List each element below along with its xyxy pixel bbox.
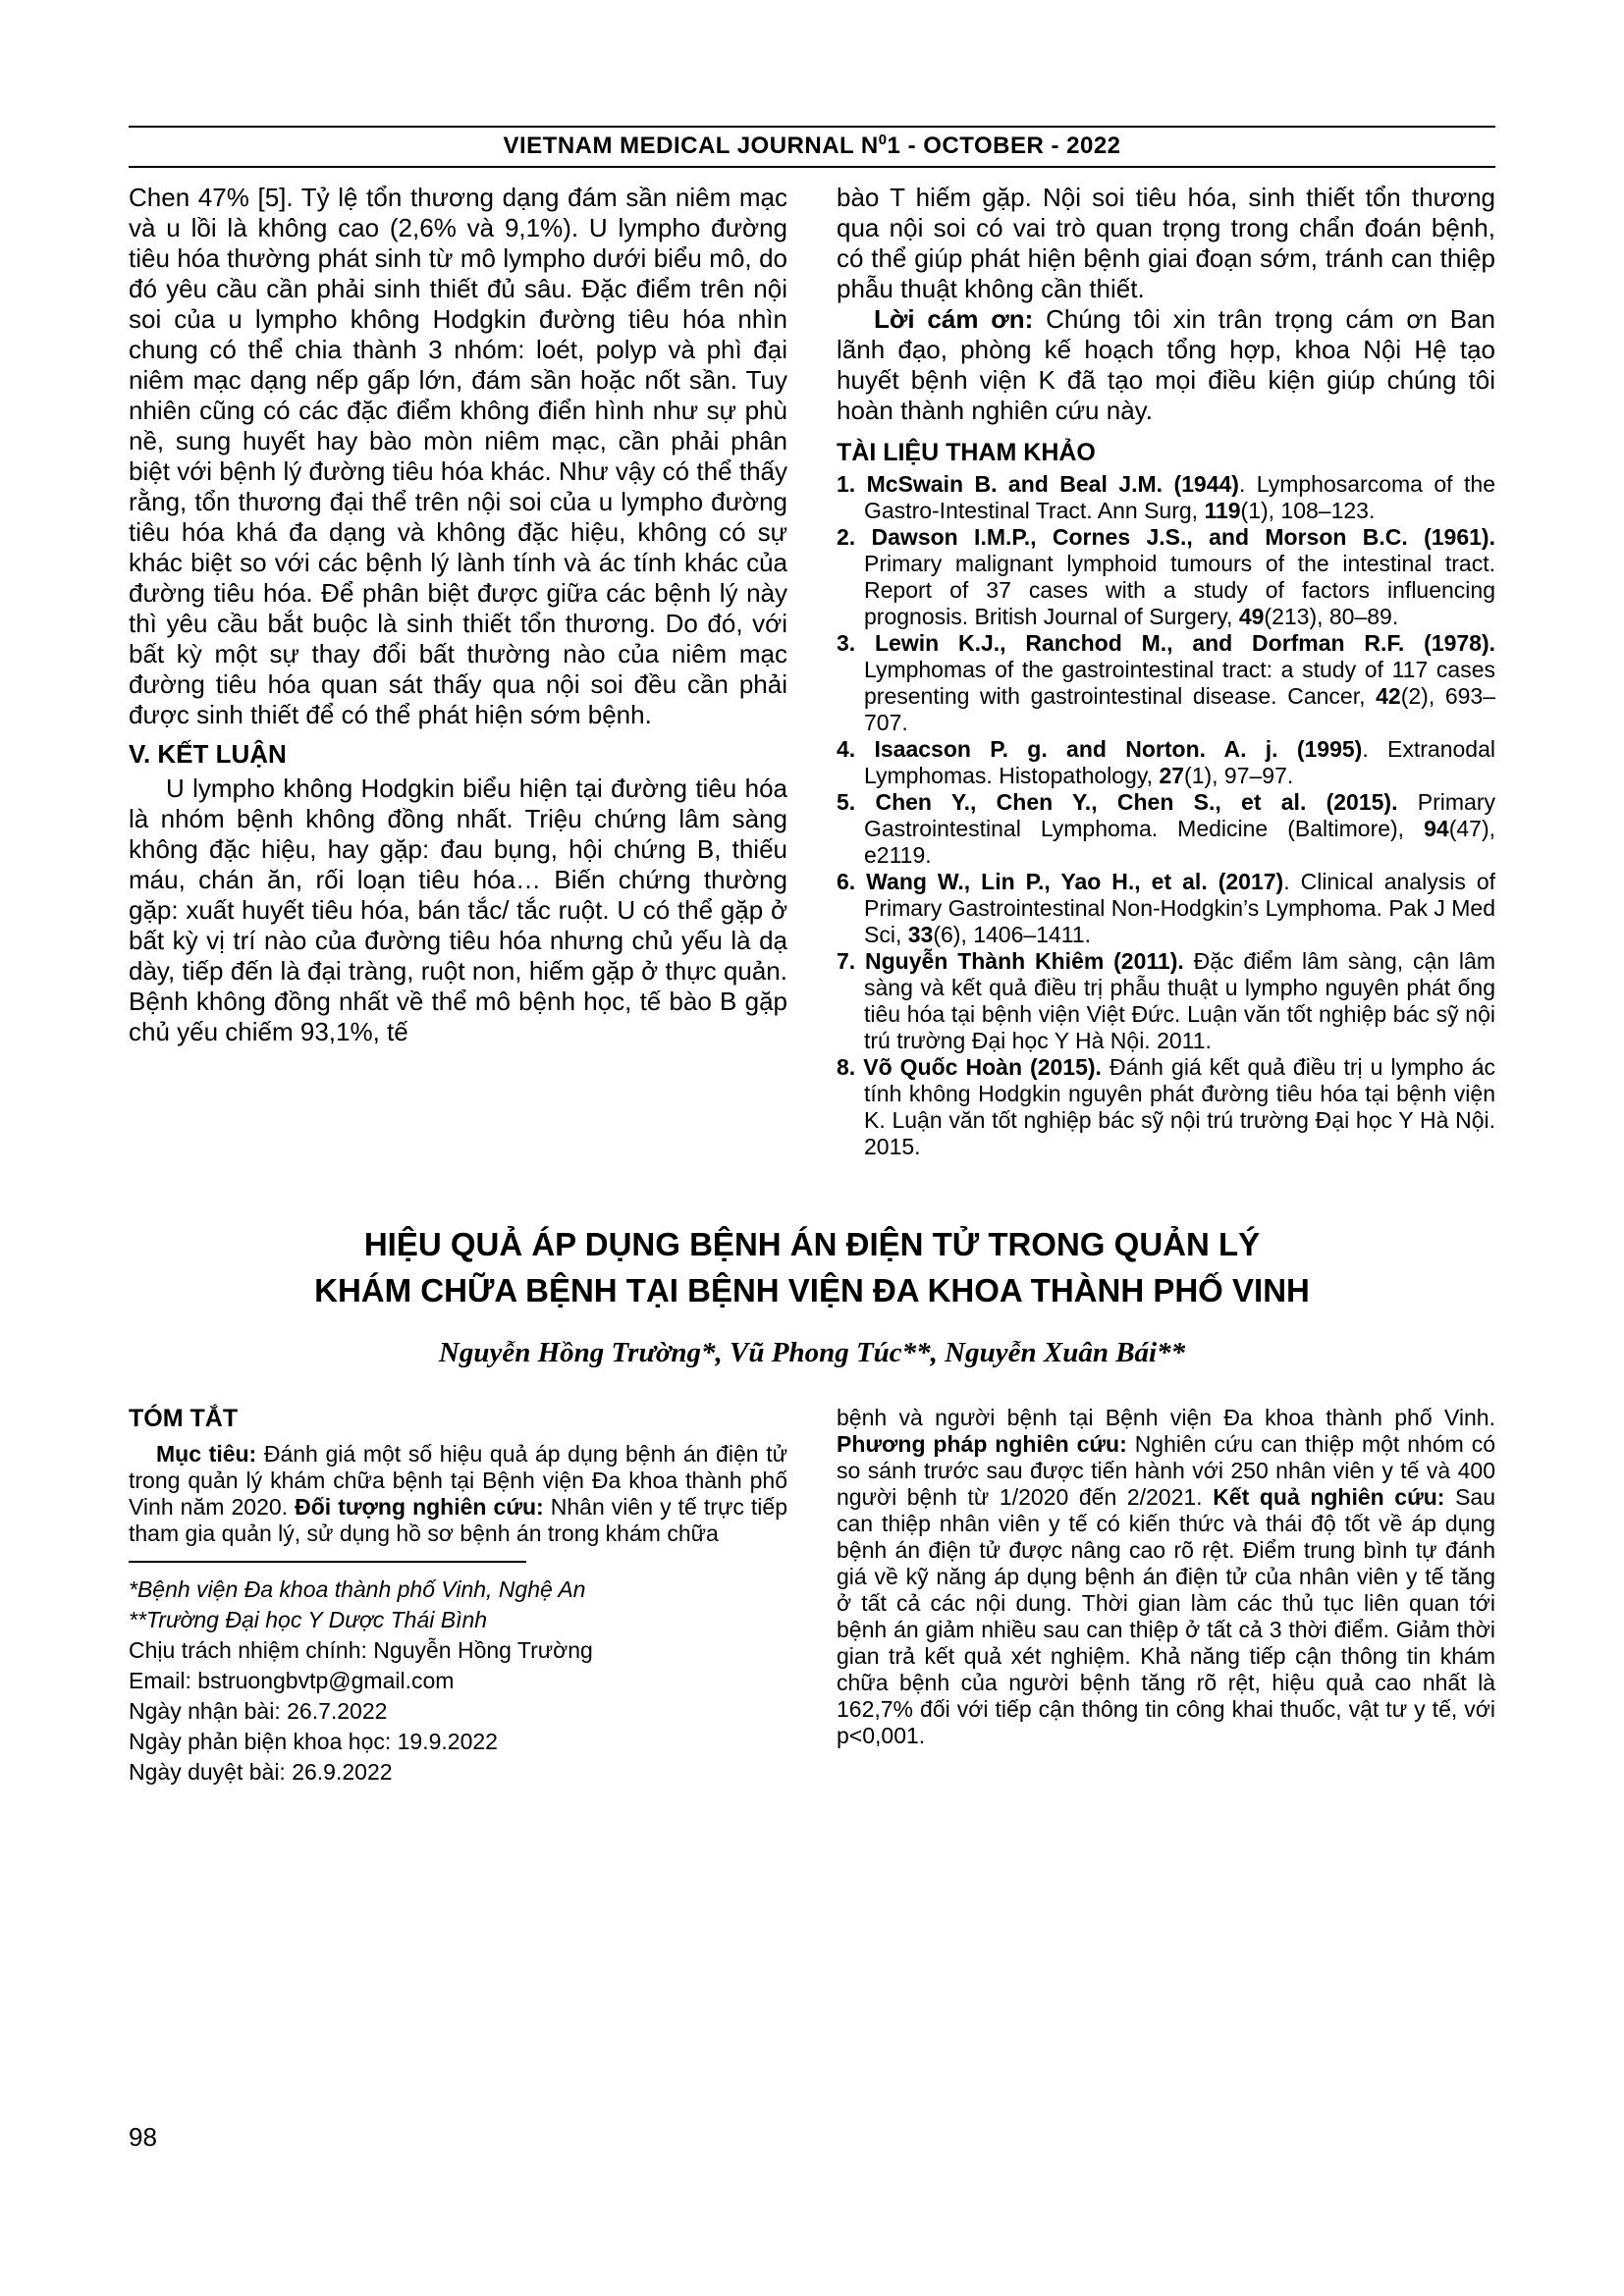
page-number: 98 xyxy=(129,2122,157,2152)
page-content xyxy=(129,0,1495,1788)
abstract-right-column xyxy=(837,1405,1495,1788)
abstract-heading: TÓM TẮT xyxy=(129,1405,239,1432)
reference-item: 7. Nguyễn Thành Khiêm (2011). Đặc điểm lâm sàng, cận lâm sàng và kết quả điều trị phẫu thuật u lympho nguyên phát ống tiêu hóa tại bệnh viện Việt Đức. Luận văn tốt nghiệp bác sỹ nội trú trường Đại học Y Hà Nội. 2011. xyxy=(837,948,1495,1053)
continuation-paragraph: bào T hiếm gặp. Nội soi tiêu hóa, sinh thiết tổn thương qua nội soi có vai trò quan trọng trong chẩn đoán bệnh, có thể giúp phát hiện bệnh giai đoạn sớm, tránh can thiệp phẫu thuật không cần thiết. xyxy=(837,183,1495,303)
abstract-right-paragraph: bệnh và người bệnh tại Bệnh viện Đa khoa thành phố Vinh. Phương pháp nghiên cứu: Nghiên cứu can thiệp một nhóm có so sánh trước sau được tiến hành với 250 nhân viên y tế và 400 người bệnh từ 1/2020 đến 2/2021. Kết quả nghiên cứu: Sau can thiệp nhân viên y tế có kiến thức và thái độ tốt về áp dụng bệnh án điện tử được nâng cao rõ rệt. Điểm trung bình tự đánh giá về kỹ năng áp dụng bệnh án điện tử của nhân viên y tế tăng ở tất cả các nội dung. Thời gian làm các thủ tục liên quan tới bệnh án giảm nhiều sau can thiệp ở tất cả 3 thời điểm. Giảm thời gian trả kết quả xét nghiệm. Khả năng tiếp cận thông tin khám chữa bệnh của người bệnh tăng rõ rệt, hiệu quả cao nhất là 162,7% đối với tiếp cận thông tin công khai thuốc, vật tư y tế, với p<0,001. xyxy=(837,1405,1495,1748)
footnote-block xyxy=(129,1561,787,1788)
accepted-date: Ngày duyệt bài: 26.9.2022 xyxy=(129,1759,393,1785)
article-authors: Nguyễn Hồng Trường*, Vũ Phong Túc**, Nguyễn Xuân Bái** xyxy=(438,1337,1186,1368)
article1-right-column xyxy=(837,183,1495,1160)
reference-item: 1. McSwain B. and Beal J.M. (1944). Lymphosarcoma of the Gastro-Intestinal Tract. Ann Surg, 119(1), 108–123. xyxy=(837,471,1495,523)
received-date: Ngày nhận bài: 26.7.2022 xyxy=(129,1698,388,1724)
abstract-section xyxy=(129,1405,1495,1788)
reference-item: 4. Isaacson P. g. and Norton. A. j. (1995). Extranodal Lymphomas. Histopathology, 27(1), 97–97. xyxy=(837,736,1495,788)
conclusion-paragraph: U lympho không Hodgkin biểu hiện tại đường tiêu hóa là nhóm bệnh không đồng nhất. Triệu chứng lâm sàng không đặc hiệu, hay gặp: đau bụng, hội chứng B, thiếu máu, chán ăn, rối loạn tiêu hóa… Biến chứng thường gặp: xuất huyết tiêu hóa, bán tắc/ tắc ruột. U có thể gặp ở bất kỳ vị trí nào của đường tiêu hóa nhưng chủ yếu là dạ dày, tiếp đến là đại tràng, ruột non, hiếm gặp ở thực quản. Bệnh không đồng nhất về thể mô bệnh học, tế bào B gặp chủ yếu chiếm 93,1%, tế xyxy=(129,774,787,1046)
reference-item: 8. Võ Quốc Hoàn (2015). Đánh giá kết quả điều trị u lympho ác tính không Hodgkin nguyên phát đường tiêu hóa tại bệnh viện K. Luận văn tốt nghiệp bác sỹ nội trú trường Đại học Y Hà Nội. 2015. xyxy=(837,1054,1495,1159)
affiliation-1: *Bệnh viện Đa khoa thành phố Vinh, Nghệ An xyxy=(129,1576,586,1602)
reference-item: 2. Dawson I.M.P., Cornes J.S., and Morson B.C. (1961). Primary malignant lymphoid tumours of the intestinal tract. Report of 37 cases with a study of factors influencing prognosis. British Journal of Surgery, 49(213), 80–89. xyxy=(837,524,1495,629)
journal-header-text: VIETNAM MEDICAL JOURNAL $N^01$ - OCTOBER - 2022 xyxy=(503,133,1121,159)
reference-item: 3. Lewin K.J., Ranchod M., and Dorfman R.F. (1978). Lymphomas of the gastrointestinal tract: a study of 117 cases presenting with gastrointestinal disease. Cancer, 42(2), 693–707. xyxy=(837,630,1496,735)
abstract-left-column xyxy=(129,1405,787,1788)
conclusion-heading: V. KẾT LUẬN xyxy=(129,739,287,769)
article-title xyxy=(129,1221,1495,1313)
acknowledgement-paragraph: Lời cám ơn: Chúng tôi xin trân trọng cám ơn Ban lãnh đạo, phòng kế hoạch tổng hợp, khoa Nội Hệ tạo huyết bệnh viện K đã tạo mọi điều kiện giúp chúng tôi hoàn thành nghiên cứu này. xyxy=(837,304,1495,425)
review-date: Ngày phản biện khoa học: 19.9.2022 xyxy=(129,1729,498,1754)
corresponding-author: Chịu trách nhiệm chính: Nguyễn Hồng Trường xyxy=(129,1637,593,1663)
reference-item: 6. Wang W., Lin P., Yao H., et al. (2017). Clinical analysis of Primary Gastrointestinal Non-Hodgkin’s Lymphoma. Pak J Med Sci, 33(6), 1406–1411. xyxy=(837,869,1496,947)
references-heading: TÀI LIỆU THAM KHẢO xyxy=(837,439,1096,466)
email-line: Email: bstruongbvtp@gmail.com xyxy=(129,1668,455,1693)
article-title-line2: KHÁM CHỮA BỆNH TẠI BỆNH VIỆN ĐA KHOA THÀNH PHỐ VINH xyxy=(314,1272,1310,1308)
article1-left-column xyxy=(129,183,787,1160)
article1-body xyxy=(129,183,1495,1160)
journal-header xyxy=(129,126,1495,168)
discussion-paragraph: Chen 47% [5]. Tỷ lệ tổn thương dạng đám sần niêm mạc và u lồi là không cao (2,6% và 9,1%). U lympho đường tiêu hóa thường phát sinh từ mô lympho dưới biểu mô, do đó yêu cầu cần phải sinh thiết đủ sâu. Đặc điểm trên nội soi của u lympho không Hodgkin đường tiêu hóa nhìn chung có thể chia thành 3 nhóm: loét, polyp và phì đại niêm mạc dạng nếp gấp lớn, đám sần hoặc nốt sần. Tuy nhiên cũng có các đặc điểm không điển hình như sự phù nề, sung huyết hay bào mòn niêm mạc, cần phải phân biệt với bệnh lý đường tiêu hóa khác. Như vậy có thể thấy rằng, tổn thương đại thể trên nội soi của u lympho đường tiêu hóa khá đa dạng và không đặc hiệu, không có sự khác biệt so với các bệnh lý lành tính và ác tính khác của đường tiêu hóa. Để phân biệt được giữa các bệnh lý này thì yêu cầu bắt buộc là sinh thiết tổn thương. Do đó, với bất kỳ một sự thay đổi bất thường nào của niêm mạc đường tiêu hóa quan sát thấy qua nội soi đều cần phải được sinh thiết để có thể phát hiện sớm bệnh. xyxy=(129,183,787,729)
reference-item: 5. Chen Y., Chen Y., Chen S., et al. (2015). Primary Gastrointestinal Lymphoma. Medicine (Baltimore), 94(47), e2119. xyxy=(837,789,1495,868)
footnote-divider xyxy=(129,1561,526,1563)
abstract-left-paragraph: Mục tiêu: Đánh giá một số hiệu quả áp dụng bệnh án điện tử trong quản lý khám chữa bệnh tại Bệnh viện Đa khoa thành phố Vinh năm 2020. Đối tượng nghiên cứu: Nhân viên y tế trực tiếp tham gia quản lý, sử dụng hồ sơ bệnh án trong khám chữa xyxy=(129,1441,787,1546)
article-title-line1: HIỆU QUẢ ÁP DỤNG BỆNH ÁN ĐIỆN TỬ TRONG QUẢN LÝ xyxy=(363,1226,1261,1262)
affiliation-2: **Trường Đại học Y Dược Thái Bình xyxy=(129,1607,488,1632)
references-list xyxy=(837,471,1495,1160)
